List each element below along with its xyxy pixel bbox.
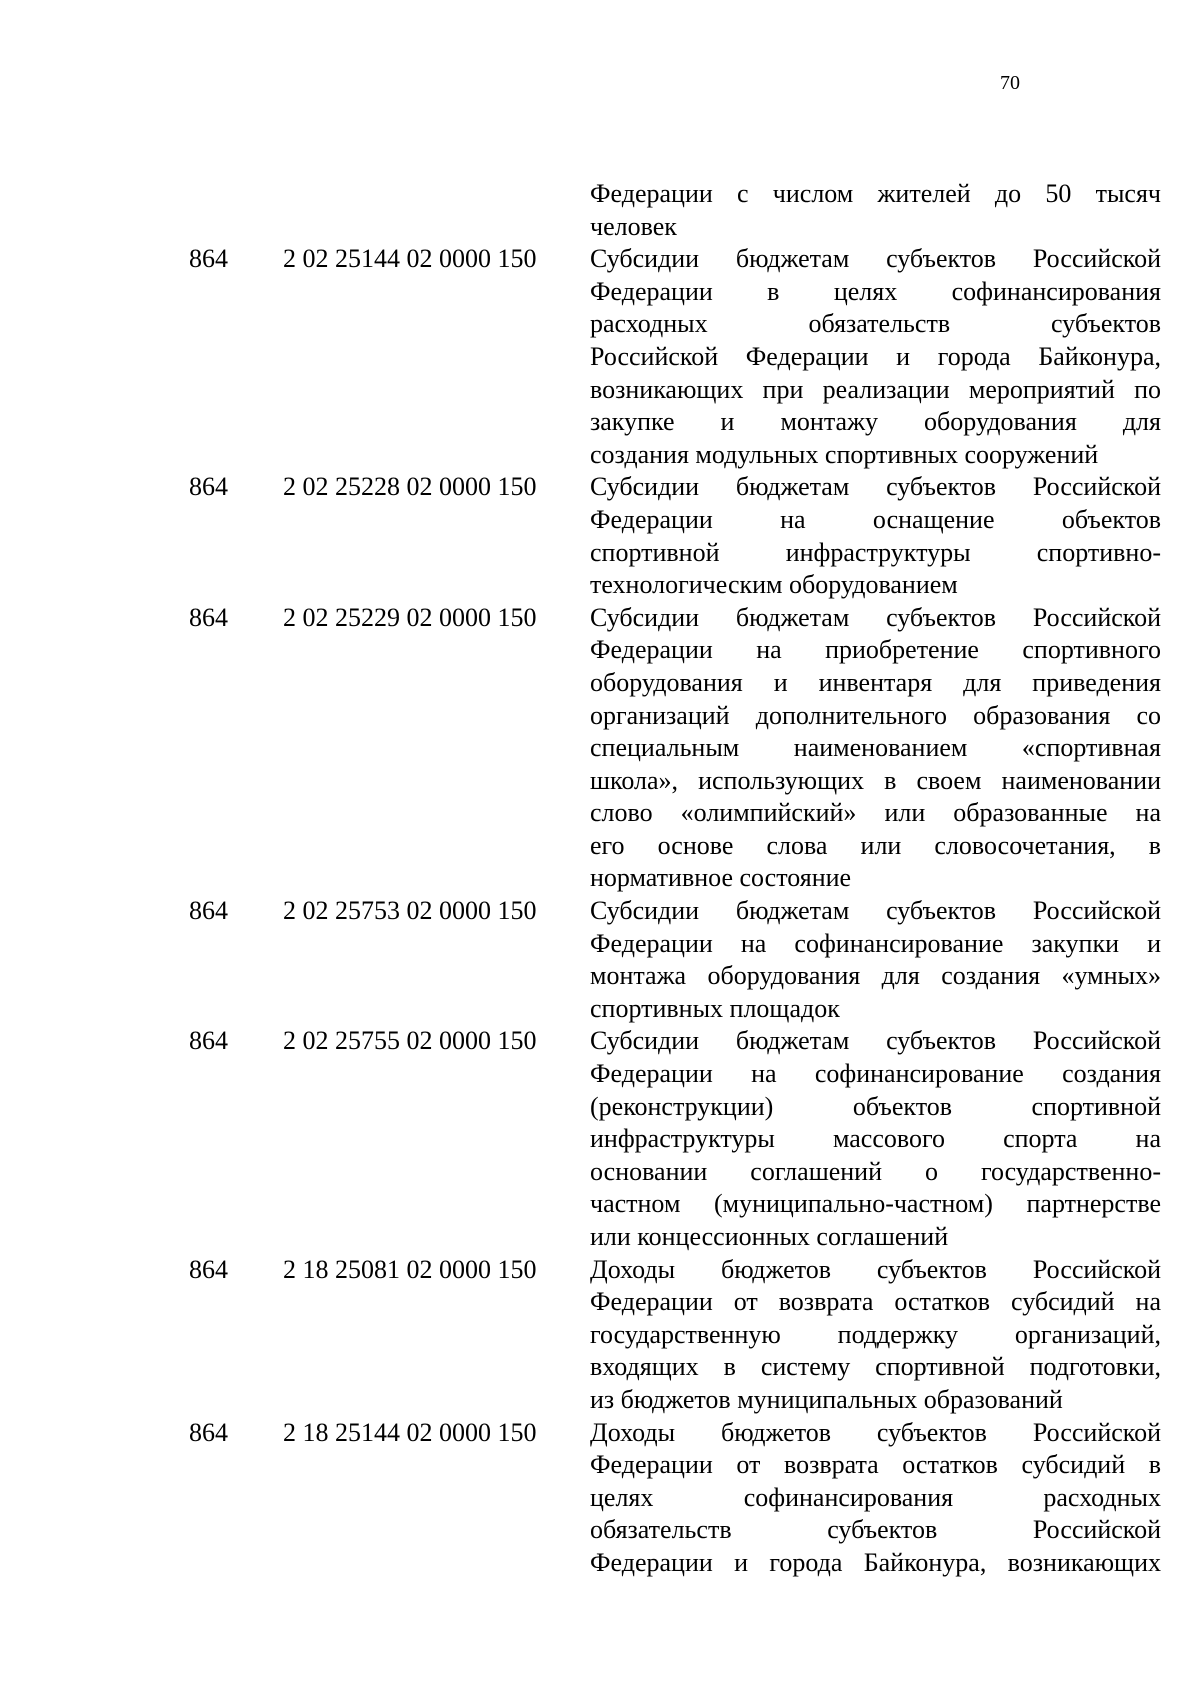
description-line: организаций дополнительного образования со: [590, 700, 1161, 730]
description-line: Российской Федерации и города Байконура,: [590, 341, 1161, 371]
table-row: [0, 895, 1200, 1025]
description-line: государственную поддержку организаций,: [590, 1319, 1161, 1349]
description-line: Субсидии бюджетам субъектов Российской: [590, 602, 1161, 632]
budget-classification-code: 2 02 25228 02 0000 150: [283, 472, 537, 502]
description-line: создания модульных спортивных сооружений: [590, 439, 1099, 469]
description-line: Доходы бюджетов субъектов Российской: [590, 1417, 1161, 1447]
description-line: инфраструктуры массового спорта на: [590, 1124, 1161, 1154]
description-line: из бюджетов муниципальных образований: [590, 1384, 1063, 1414]
description-line: Федерации от возврата остатков субсидий на: [590, 1287, 1161, 1317]
description-line: Федерации на софинансирование закупки и: [590, 928, 1161, 958]
description-line: его основе слова или словосочетания, в: [590, 830, 1161, 860]
description-line: Субсидии бюджетам субъектов Российской: [590, 244, 1161, 274]
administrator-code: 864: [189, 1417, 228, 1447]
description-line: Федерации и города Байконура, возникающих: [590, 1547, 1161, 1577]
description-line: основании соглашений о государственно-: [590, 1156, 1161, 1186]
description-line: слово «олимпийский» или образованные на: [590, 798, 1161, 828]
budget-classification-code: 2 18 25144 02 0000 150: [283, 1417, 537, 1447]
income-description: [590, 471, 1161, 601]
income-description: [590, 178, 1161, 243]
administrator-code: 864: [189, 244, 228, 274]
page-number: 70: [1000, 72, 1020, 94]
description-line: Федерации на оснащение объектов: [590, 504, 1161, 534]
table-row: [0, 471, 1200, 601]
description-line: школа», использующих в своем наименовании: [590, 765, 1161, 795]
description-line: Доходы бюджетов субъектов Российской: [590, 1254, 1161, 1284]
budget-classification-code: 2 02 25753 02 0000 150: [283, 896, 537, 926]
budget-classification-code: 2 02 25144 02 0000 150: [283, 244, 537, 274]
description-line: Федерации на приобретение спортивного: [590, 635, 1161, 665]
income-description: [590, 1417, 1161, 1580]
description-line: Субсидии бюджетам субъектов Российской: [590, 472, 1161, 502]
description-line: Федерации от возврата остатков субсидий в: [590, 1450, 1161, 1480]
description-line: Федерации с числом жителей до 50 тысяч: [590, 179, 1161, 208]
income-description: [590, 243, 1161, 471]
budget-classification-code: 2 18 25081 02 0000 150: [283, 1254, 537, 1284]
description-line: (реконструкции) объектов спортивной: [590, 1091, 1161, 1121]
description-line: обязательств субъектов Российской: [590, 1515, 1161, 1545]
description-line: Субсидии бюджетам субъектов Российской: [590, 1026, 1161, 1056]
budget-classification-code: 2 02 25755 02 0000 150: [283, 1026, 537, 1056]
income-description: [590, 895, 1161, 1025]
description-line: спортивных площадок: [590, 993, 840, 1023]
description-line: входящих в систему спортивной подготовки,: [590, 1352, 1161, 1382]
description-line: Субсидии бюджетам субъектов Российской: [590, 896, 1161, 926]
description-line: нормативное состояние: [590, 863, 852, 893]
description-line: человек: [590, 211, 677, 241]
budget-code-table: [0, 178, 1200, 1580]
income-description: [590, 1025, 1161, 1253]
description-line: или концессионных соглашений: [590, 1222, 949, 1251]
income-description: [590, 1254, 1161, 1417]
table-row: [0, 1417, 1200, 1580]
description-line: специальным наименованием «спортивная: [590, 733, 1161, 763]
budget-classification-code: 2 02 25229 02 0000 150: [283, 602, 537, 632]
description-line: оборудования и инвентаря для приведения: [590, 667, 1161, 697]
description-line: Федерации на софинансирование создания: [590, 1059, 1161, 1089]
description-line: Федерации в целях софинансирования: [590, 276, 1161, 306]
table-row: [0, 178, 1200, 243]
description-line: расходных обязательств субъектов: [590, 309, 1161, 339]
administrator-code: 864: [189, 896, 228, 926]
description-line: закупке и монтажу оборудования для: [590, 407, 1161, 437]
administrator-code: 864: [189, 1254, 228, 1284]
income-description: [590, 602, 1161, 895]
description-line: спортивной инфраструктуры спортивно-: [590, 537, 1161, 567]
description-line: монтажа оборудования для создания «умных»: [590, 961, 1161, 991]
description-line: технологическим оборудованием: [590, 570, 958, 600]
table-row: [0, 1254, 1200, 1417]
description-line: частном (муниципально-частном) партнерстве: [590, 1189, 1161, 1219]
administrator-code: 864: [189, 602, 228, 632]
table-row: [0, 1025, 1200, 1253]
table-row: [0, 243, 1200, 471]
description-line: возникающих при реализации мероприятий по: [590, 374, 1161, 404]
description-line: целях софинансирования расходных: [590, 1482, 1161, 1512]
administrator-code: 864: [189, 1026, 228, 1056]
administrator-code: 864: [189, 472, 228, 502]
table-row: [0, 602, 1200, 895]
